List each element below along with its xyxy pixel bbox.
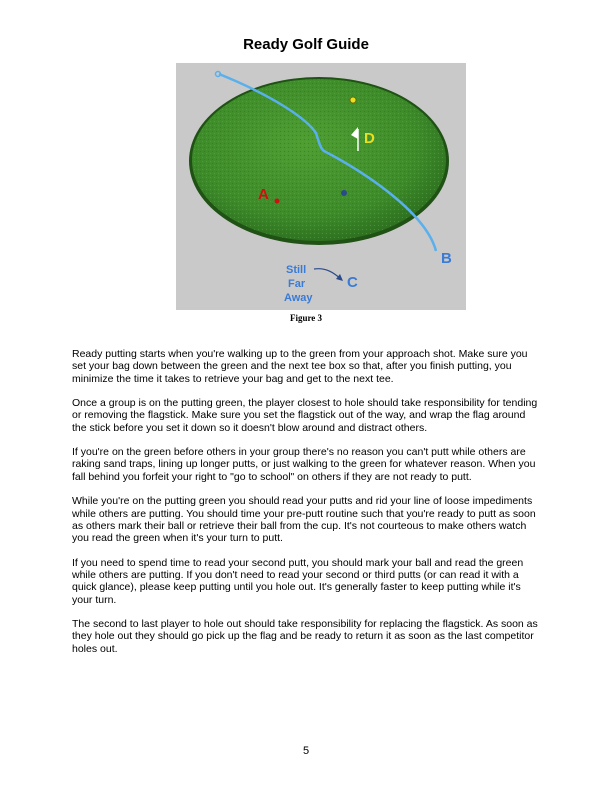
figure-caption: Figure 3 <box>289 313 323 323</box>
label-a: A <box>258 186 269 203</box>
label-c: C <box>347 274 358 291</box>
paragraph: The second to last player to hole out should take responsibility for replacing the flagstick. As soon as they hole out they should go pick up the flag and be ready to return it as soon as the last competitor holes out. <box>72 617 538 655</box>
putting-green-figure <box>176 63 466 310</box>
pointer-arrow <box>314 269 341 279</box>
body-text <box>72 348 540 667</box>
label-still: Still <box>286 264 307 276</box>
ball-a <box>275 199 280 204</box>
label-d: D <box>364 130 375 147</box>
label-b: B <box>441 250 452 267</box>
page-number: 5 <box>302 745 310 757</box>
start-ball-marker <box>216 72 221 77</box>
paragraph: If you need to spend time to read your second putt, you should mark your ball and read the green while others are putting. If you don't need to read your second or third putts (or can read it with a quick glance), please keep putting until you hole out. It's generally faster to keep putting while it's your turn. <box>72 556 524 606</box>
paragraph: While you're on the putting green you should read your putts and rid your line of loose impediments while others are putting. You should time your pre-putt routine such that you're ready to putt as soon as others mark their ball or retrieve their ball from the cup. It's not courteous to make others watch you read the green when it's your turn to putt. <box>72 495 536 545</box>
page-title: Ready Golf Guide <box>243 36 369 53</box>
paragraph: Ready putting starts when you're walking up to the green from your approach shot. Make sure you set your bag down between the green and the next tee box so that, after you finish putting, you minimize the time it takes to retrieve your bag and get to the next tee. <box>72 348 528 385</box>
paragraph: If you're on the green before others in your group there's no reason you can't putt while others are raking sand traps, lining up longer putts, or just walking to the green for whatever reason. When you fall behind you forfeit your right to "go to school" on others if they are not ready to putt. <box>72 446 536 483</box>
cup-hole <box>341 190 347 196</box>
yellow-ball <box>350 97 356 103</box>
label-far: Far <box>288 278 306 290</box>
paragraph: Once a group is on the putting green, the player closest to hole should take responsibility for tending or removing the flagstick. Make sure you set the flagstick out of the way, and wrap the flag around the stick before you set it down so it doesn't blow around and distract others. <box>72 397 538 434</box>
label-away: Away <box>284 292 313 304</box>
